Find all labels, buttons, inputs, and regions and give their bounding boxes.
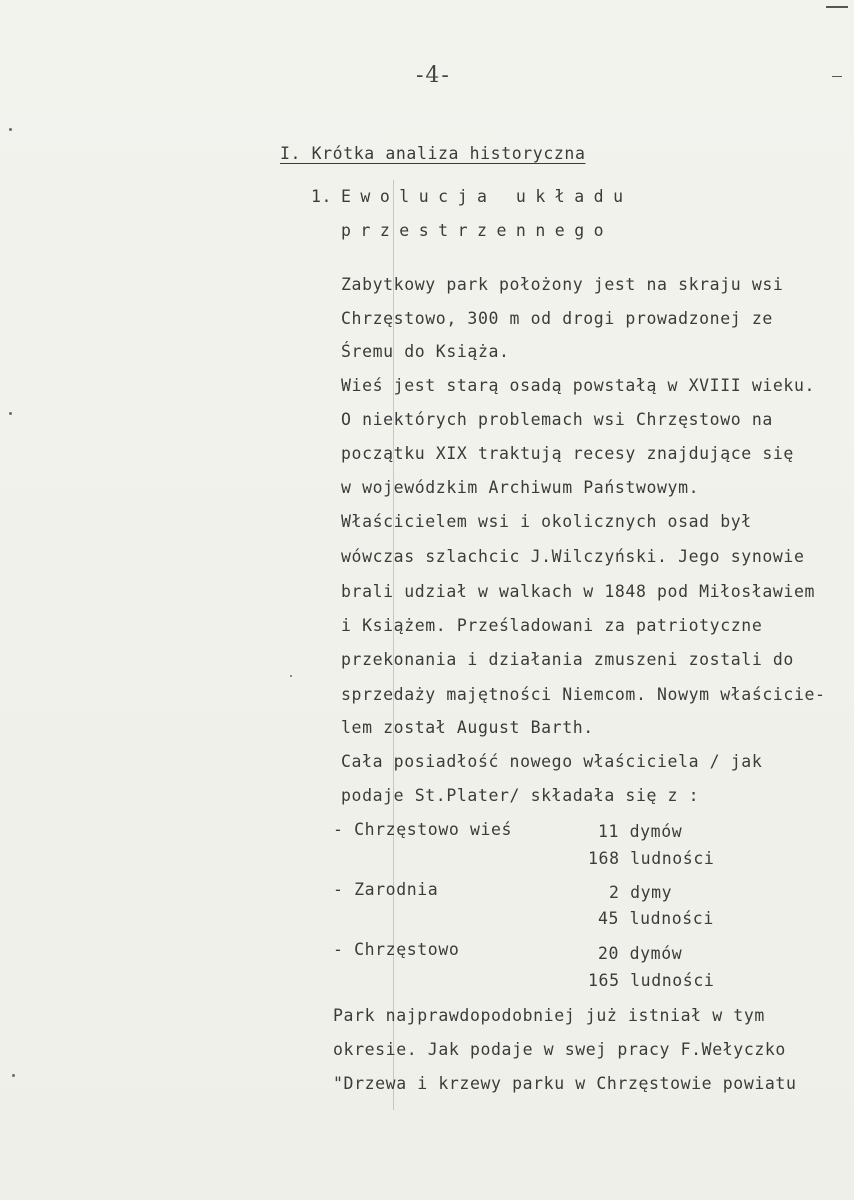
page-number: -4- — [416, 63, 451, 88]
body-line: Chrzęstowo, 300 m od drogi prowadzonej ze — [341, 309, 773, 328]
scan-edge-mark — [832, 76, 842, 77]
body-line: Wieś jest starą osadą powstałą w XVIII wieku. — [341, 376, 816, 395]
estate-item-population: 165 ludności — [588, 971, 715, 990]
section-heading: I. Krótka analiza historyczna — [280, 144, 586, 163]
body-line: Śremu do Książa. — [341, 342, 510, 361]
estate-item-population: 168 ludności — [588, 849, 715, 868]
estate-item-name: - Zarodnia — [333, 880, 439, 899]
body-line: w wojewódzkim Archiwum Państwowym. — [341, 478, 700, 497]
body-line: przekonania i działania zmuszeni zostali do — [341, 650, 794, 669]
estate-item-houses: 11 dymów — [598, 822, 683, 841]
estate-item-houses: 20 dymów — [598, 944, 683, 963]
body-line: okresie. Jak podaje w swej pracy F.Wełyczko — [333, 1040, 786, 1059]
body-line: O niektórych problemach wsi Chrzęstowo na — [341, 410, 773, 429]
body-line: początku XIX traktują recesy znajdujące się — [341, 444, 794, 463]
body-line: Park najprawdopodobniej już istniał w tym — [333, 1006, 765, 1025]
scan-speck — [290, 675, 292, 677]
body-line: lem został August Barth. — [341, 718, 594, 737]
body-line: "Drzewa i krzewy parku w Chrzęstowie powiatu — [333, 1074, 797, 1093]
body-line: podaje St.Plater/ składała się z : — [341, 786, 700, 805]
body-line: Zabytkowy park położony jest na skraju wsi — [341, 275, 784, 294]
body-line: sprzedaży majętności Niemcom. Nowym właścicie- — [341, 685, 826, 704]
scan-speck — [9, 128, 12, 131]
subheading-line-2: przestrzennego — [341, 221, 614, 240]
scan-edge-mark — [826, 6, 848, 8]
body-line: wówczas szlachcic J.Wilczyński. Jego synowie — [341, 547, 805, 566]
body-line: brali udział w walkach w 1848 pod Miłosławiem — [341, 582, 816, 601]
body-line: i Książem. Prześladowani za patriotyczne — [341, 616, 763, 635]
scan-speck — [9, 412, 12, 415]
subheading-number: 1. — [311, 187, 333, 206]
estate-item-name: - Chrzęstowo wieś — [333, 820, 513, 839]
subheading-line-1: Ewolucja układu — [341, 187, 633, 206]
estate-item-houses: 2 dymy — [609, 883, 673, 902]
estate-item-name: - Chrzęstowo — [333, 940, 460, 959]
body-line: Cała posiadłość nowego właściciela / jak — [341, 752, 763, 771]
scan-speck — [12, 1074, 15, 1077]
estate-item-population: 45 ludności — [598, 909, 714, 928]
body-line: Właścicielem wsi i okolicznych osad był — [341, 512, 752, 531]
